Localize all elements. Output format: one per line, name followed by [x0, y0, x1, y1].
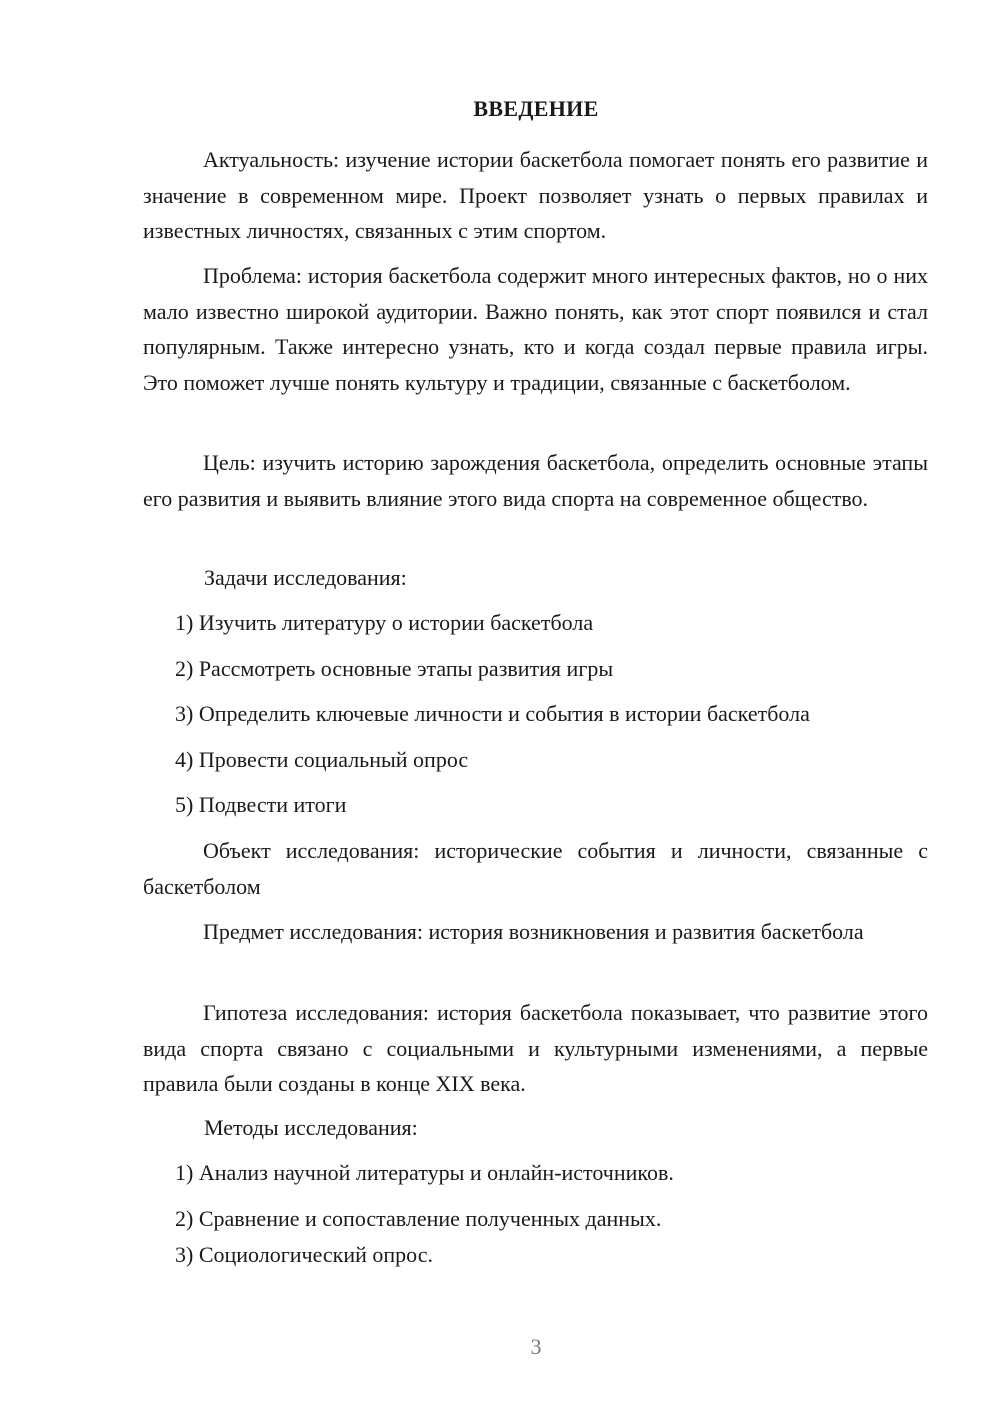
tasks-title: Задачи исследования: [204, 565, 407, 590]
task-item: 2) Рассмотреть основные этапы развития игры [175, 656, 614, 681]
task-item: 5) Подвести итоги [175, 792, 347, 817]
problem-paragraph: Проблема: история баскетбола содержит много интересных фактов, но о них мало известно широкой аудитории. Важно понять, как этот спорт появился и стал популярным. Также интересно узнать, кто и когда создал первые правила игры. Это поможет лучше понять культуру и традиции, связанные с баскетболом. [143, 263, 928, 395]
page-number: 3 [530, 1334, 542, 1359]
section-heading: ВВЕДЕНИЕ [473, 96, 599, 121]
method-item: 2) Сравнение и сопоставление полученных данных. [175, 1206, 662, 1231]
task-item: 4) Провести социальный опрос [175, 747, 469, 772]
relevance-paragraph: Актуальность: изучение истории баскетбола помогает понять его развитие и значение в современном мире. Проект позволяет узнать о первых правилах и известных личностях, связанных с этим спортом. [143, 147, 928, 243]
goal-paragraph: Цель: изучить историю зарождения баскетбола, определить основные этапы его развития и выявить влияние этого вида спорта на современное общество. [143, 450, 928, 511]
object-paragraph: Объект исследования: исторические события и личности, связанные с баскетболом [143, 838, 928, 899]
method-item: 1) Анализ научной литературы и онлайн-источников. [175, 1160, 674, 1185]
subject-paragraph: Предмет исследования: история возникновения и развития баскетбола [203, 919, 864, 944]
hypothesis-paragraph: Гипотеза исследования: история баскетбола показывает, что развитие этого вида спорта связано с социальными и культурными изменениями, а первые правила были созданы в конце XIX века. [143, 1000, 928, 1096]
method-item: 3) Социологический опрос. [175, 1242, 433, 1267]
task-item: 3) Определить ключевые личности и события в истории баскетбола [175, 701, 810, 726]
task-item: 1) Изучить литературу о истории баскетбола [175, 610, 594, 635]
methods-title: Методы исследования: [204, 1115, 418, 1140]
